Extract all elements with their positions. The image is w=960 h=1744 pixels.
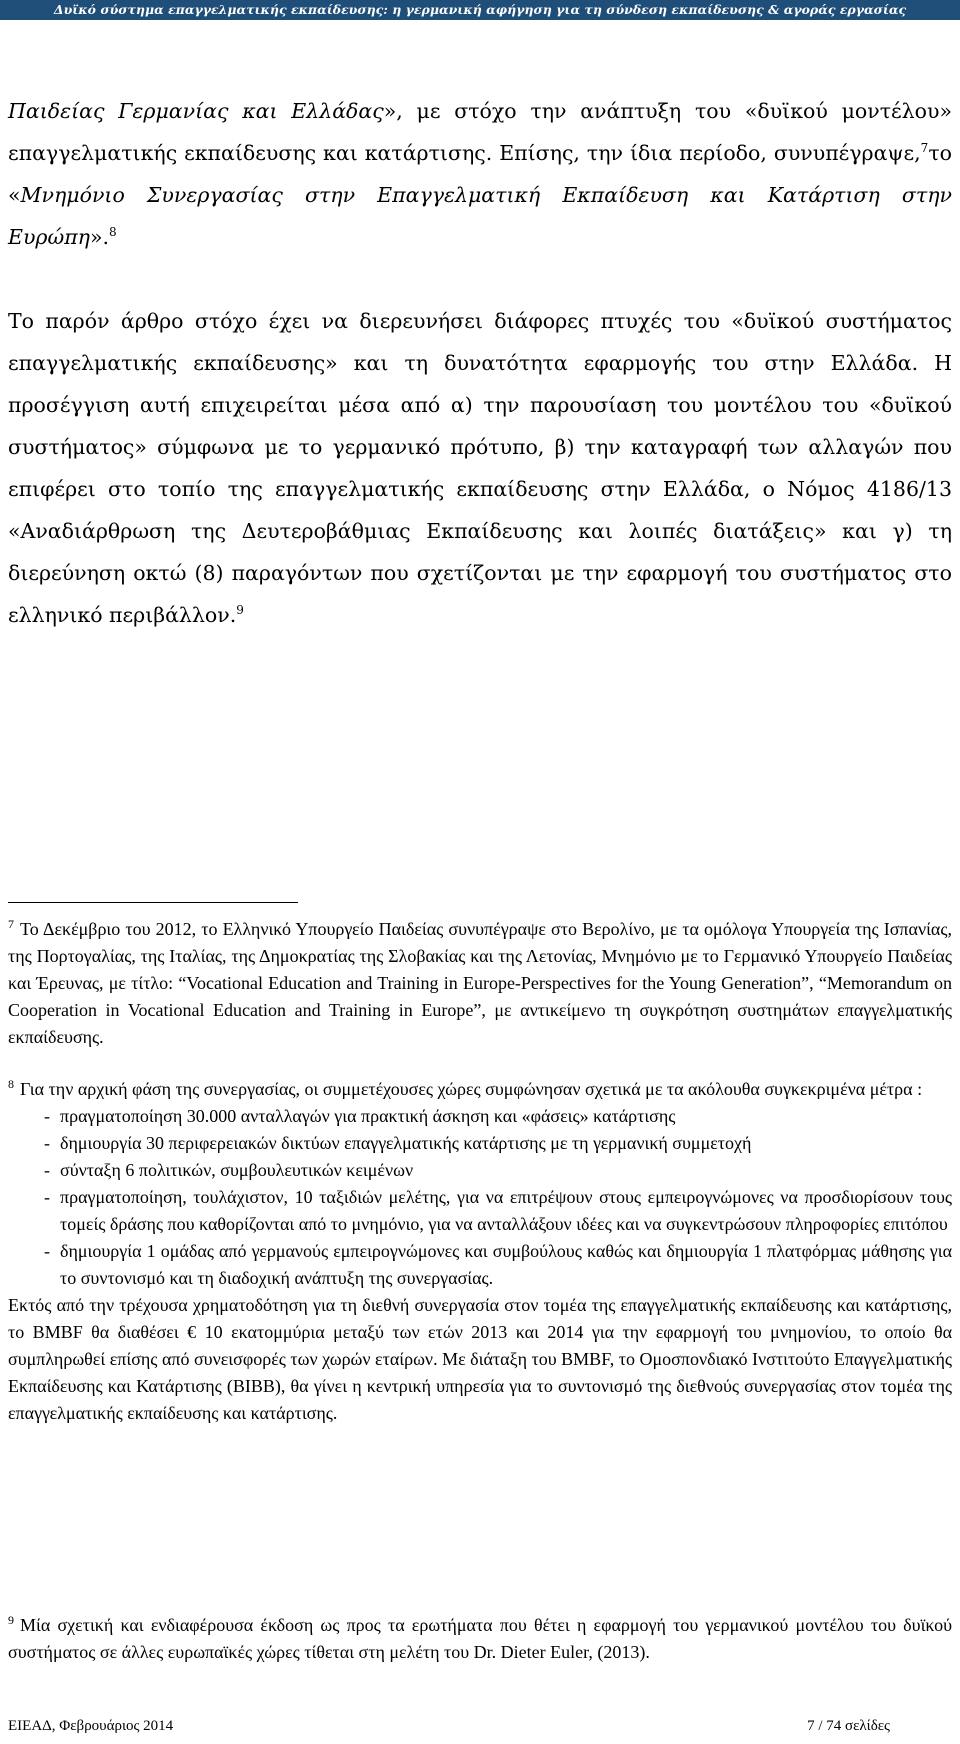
- paragraph-intro-continuation: [8, 90, 952, 258]
- footnote-9: [8, 1612, 952, 1666]
- list-item: [8, 1238, 952, 1292]
- footnote-ref-8[interactable]: 8: [109, 225, 117, 240]
- footnote-text: Το Δεκέμβριο του 2012, το Ελληνικό Υπουργείο Παιδείας συνυπέγραψε στο Βερολίνο, με τα ομόλογα Υπουργεία της Ισπανίας, της Πορτογαλίας, της Ιταλίας, της Δημοκρατίας της Σλοβακίας και της Λετονίας, Μνημόνιο με το Γερμανικό Υπουργείο Παιδείας και Έρευνας, με τίτλο: “Vocational Education and Training in Europe-Perspectives for the Young Generation”, “Memorandum on Cooperation in Vocational Education and Training in Europe”, με αντικείμενο τη συγκρότηση συστημάτων επαγγελματικής εκπαίδευσης.: [8, 919, 952, 1047]
- italic-memorandum-title: Μνημόνιο Συνεργασίας στην Επαγγελματική Εκπαίδευση και Κατάρτιση στην Ευρώπη: [8, 183, 952, 249]
- dash: -: [44, 1160, 50, 1180]
- footer-page-number: 7 / 74 σελίδες: [807, 1718, 890, 1734]
- text-segment: ».: [89, 225, 110, 249]
- footnote-text: Μία σχετική και ενδιαφέρουσα έκδοση ως προς τα ερωτήματα που θέτει η εφαρμογή του γερμανικού μοντέλου του δυϊκού συστήματος σε άλλες ευρωπαϊκές χώρες τίθεται στη μελέτη του Dr. Dieter Euler, (2013).: [8, 1615, 952, 1662]
- footnote-7: [8, 916, 952, 1051]
- list-item: [8, 1130, 952, 1157]
- running-header-title: Δυϊκό σύστημα επαγγελματικής εκπαίδευσης: η γερμανική αφήγηση για τη σύνδεση εκπαίδευσης & αγοράς εργασίας: [53, 2, 907, 17]
- list-item-text: πραγματοποίηση, τουλάχιστον, 10 ταξιδιών μελέτης, για να επιτρέψουν στους εμπειρογνώμονες να προσδιορίσουν τους τομείς δράσης που καθορίζονται από το μνημόνιο, για να ανταλλάξουν ιδέες και να συγκεντρώσουν πληροφορίες επιτόπου: [60, 1187, 952, 1234]
- dash: -: [44, 1106, 50, 1126]
- list-item-text: σύνταξη 6 πολιτικών, συμβουλευτικών κειμένων: [60, 1160, 414, 1180]
- footnote-ref-9[interactable]: 9: [236, 603, 244, 618]
- text-segment: το «: [8, 141, 952, 207]
- list-item: [8, 1184, 952, 1238]
- text-segment: Το παρόν άρθρο στόχο έχει να διερευνήσει διάφορες πτυχές του «δυϊκού συστήματος επαγγελματικής εκπαίδευσης» και τη δυνατότητα εφαρμογής του στην Ελλάδα. Η προσέγγιση αυτή επιχειρείται μέσα από α) την παρουσίαση του μοντέλου του «δυϊκού συστήματος» σύμφωνα με το γερμανικό πρότυπο, β) την καταγραφή των αλλαγών που επιφέρει στο τοπίο της επαγγελματικής εκπαίδευσης στην Ελλάδα, ο Νόμος 4186/13 «Αναδιάρθρωση της Δευτεροβάθμιας Εκπαίδευσης και λοιπές διατάξεις» και γ) τη διερεύνηση οκτώ (8) παραγόντων που σχετίζονται με την εφαρμογή του συστήματος στο ελληνικό περιβάλλον.: [8, 309, 952, 627]
- dash: -: [44, 1241, 50, 1261]
- footnote-number: 8: [8, 1077, 14, 1091]
- footnote-8-measures-list: [8, 1103, 952, 1292]
- list-item: [8, 1157, 952, 1184]
- footnote-number: 7: [8, 917, 14, 931]
- list-item: [8, 1103, 952, 1130]
- paragraph-article-aim: [8, 300, 952, 636]
- footnote-8-intro: [8, 1076, 952, 1103]
- footer-publisher-date: ΕΙΕΑΔ, Φεβρουάριος 2014: [8, 1718, 174, 1734]
- dash: -: [44, 1187, 50, 1207]
- footnote-text: Για την αρχική φάση της συνεργασίας, οι συμμετέχουσες χώρες συμφώνησαν σχετικά με τα ακόλουθα συγκεκριμένα μέτρα :: [20, 1079, 923, 1099]
- list-item-text: πραγματοποίηση 30.000 ανταλλαγών για πρακτική άσκηση και «φάσεις» κατάρτισης: [60, 1106, 676, 1126]
- italic-ministries: Παιδείας Γερμανίας και Ελλάδας: [8, 99, 384, 123]
- dash: -: [44, 1133, 50, 1153]
- text-segment: », με στόχο την ανάπτυξη του «δυϊκού μοντέλου» επαγγελματικής εκπαίδευσης και κατάρτισης. Επίσης, την ίδια περίοδο, συνυπέγραψε,: [8, 99, 952, 165]
- footnote-separator: [8, 902, 298, 903]
- footnote-ref-7[interactable]: 7: [920, 141, 929, 156]
- footnote-8: [8, 1076, 952, 1427]
- list-item-text: δημιουργία 30 περιφερειακών δικτύων επαγγελματικής κατάρτισης με τη γερμανική συμμετοχή: [60, 1133, 752, 1153]
- footnote-8-closing: Εκτός από την τρέχουσα χρηματοδότηση για τη διεθνή συνεργασία στον τομέα της επαγγελματικής εκπαίδευσης και κατάρτισης, το BMBF θα διαθέσει € 10 εκατομμύρια μεταξύ των ετών 2013 και 2014 για την εφαρμογή του μνημονίου, το οποίο θα συμπληρωθεί επίσης από συνεισφορές των χωρών εταίρων. Με διάταξη του BMBF, το Ομοσπονδιακό Ινστιτούτο Επαγγελματικής Εκπαίδευσης και Κατάρτισης (BIBB), θα γίνει η κεντρική υπηρεσία για το συντονισμό της διεθνούς συνεργασίας στον τομέα της επαγγελματικής εκπαίδευσης και κατάρτισης.: [8, 1295, 952, 1423]
- footnote-number: 9: [8, 1613, 14, 1627]
- list-item-text: δημιουργία 1 ομάδας από γερμανούς εμπειρογνώμονες και συμβούλους καθώς και δημιουργία 1 πλατφόρμας μάθησης για το συντονισμό και τη διαδοχική ανάπτυξη της συνεργασίας.: [60, 1241, 952, 1288]
